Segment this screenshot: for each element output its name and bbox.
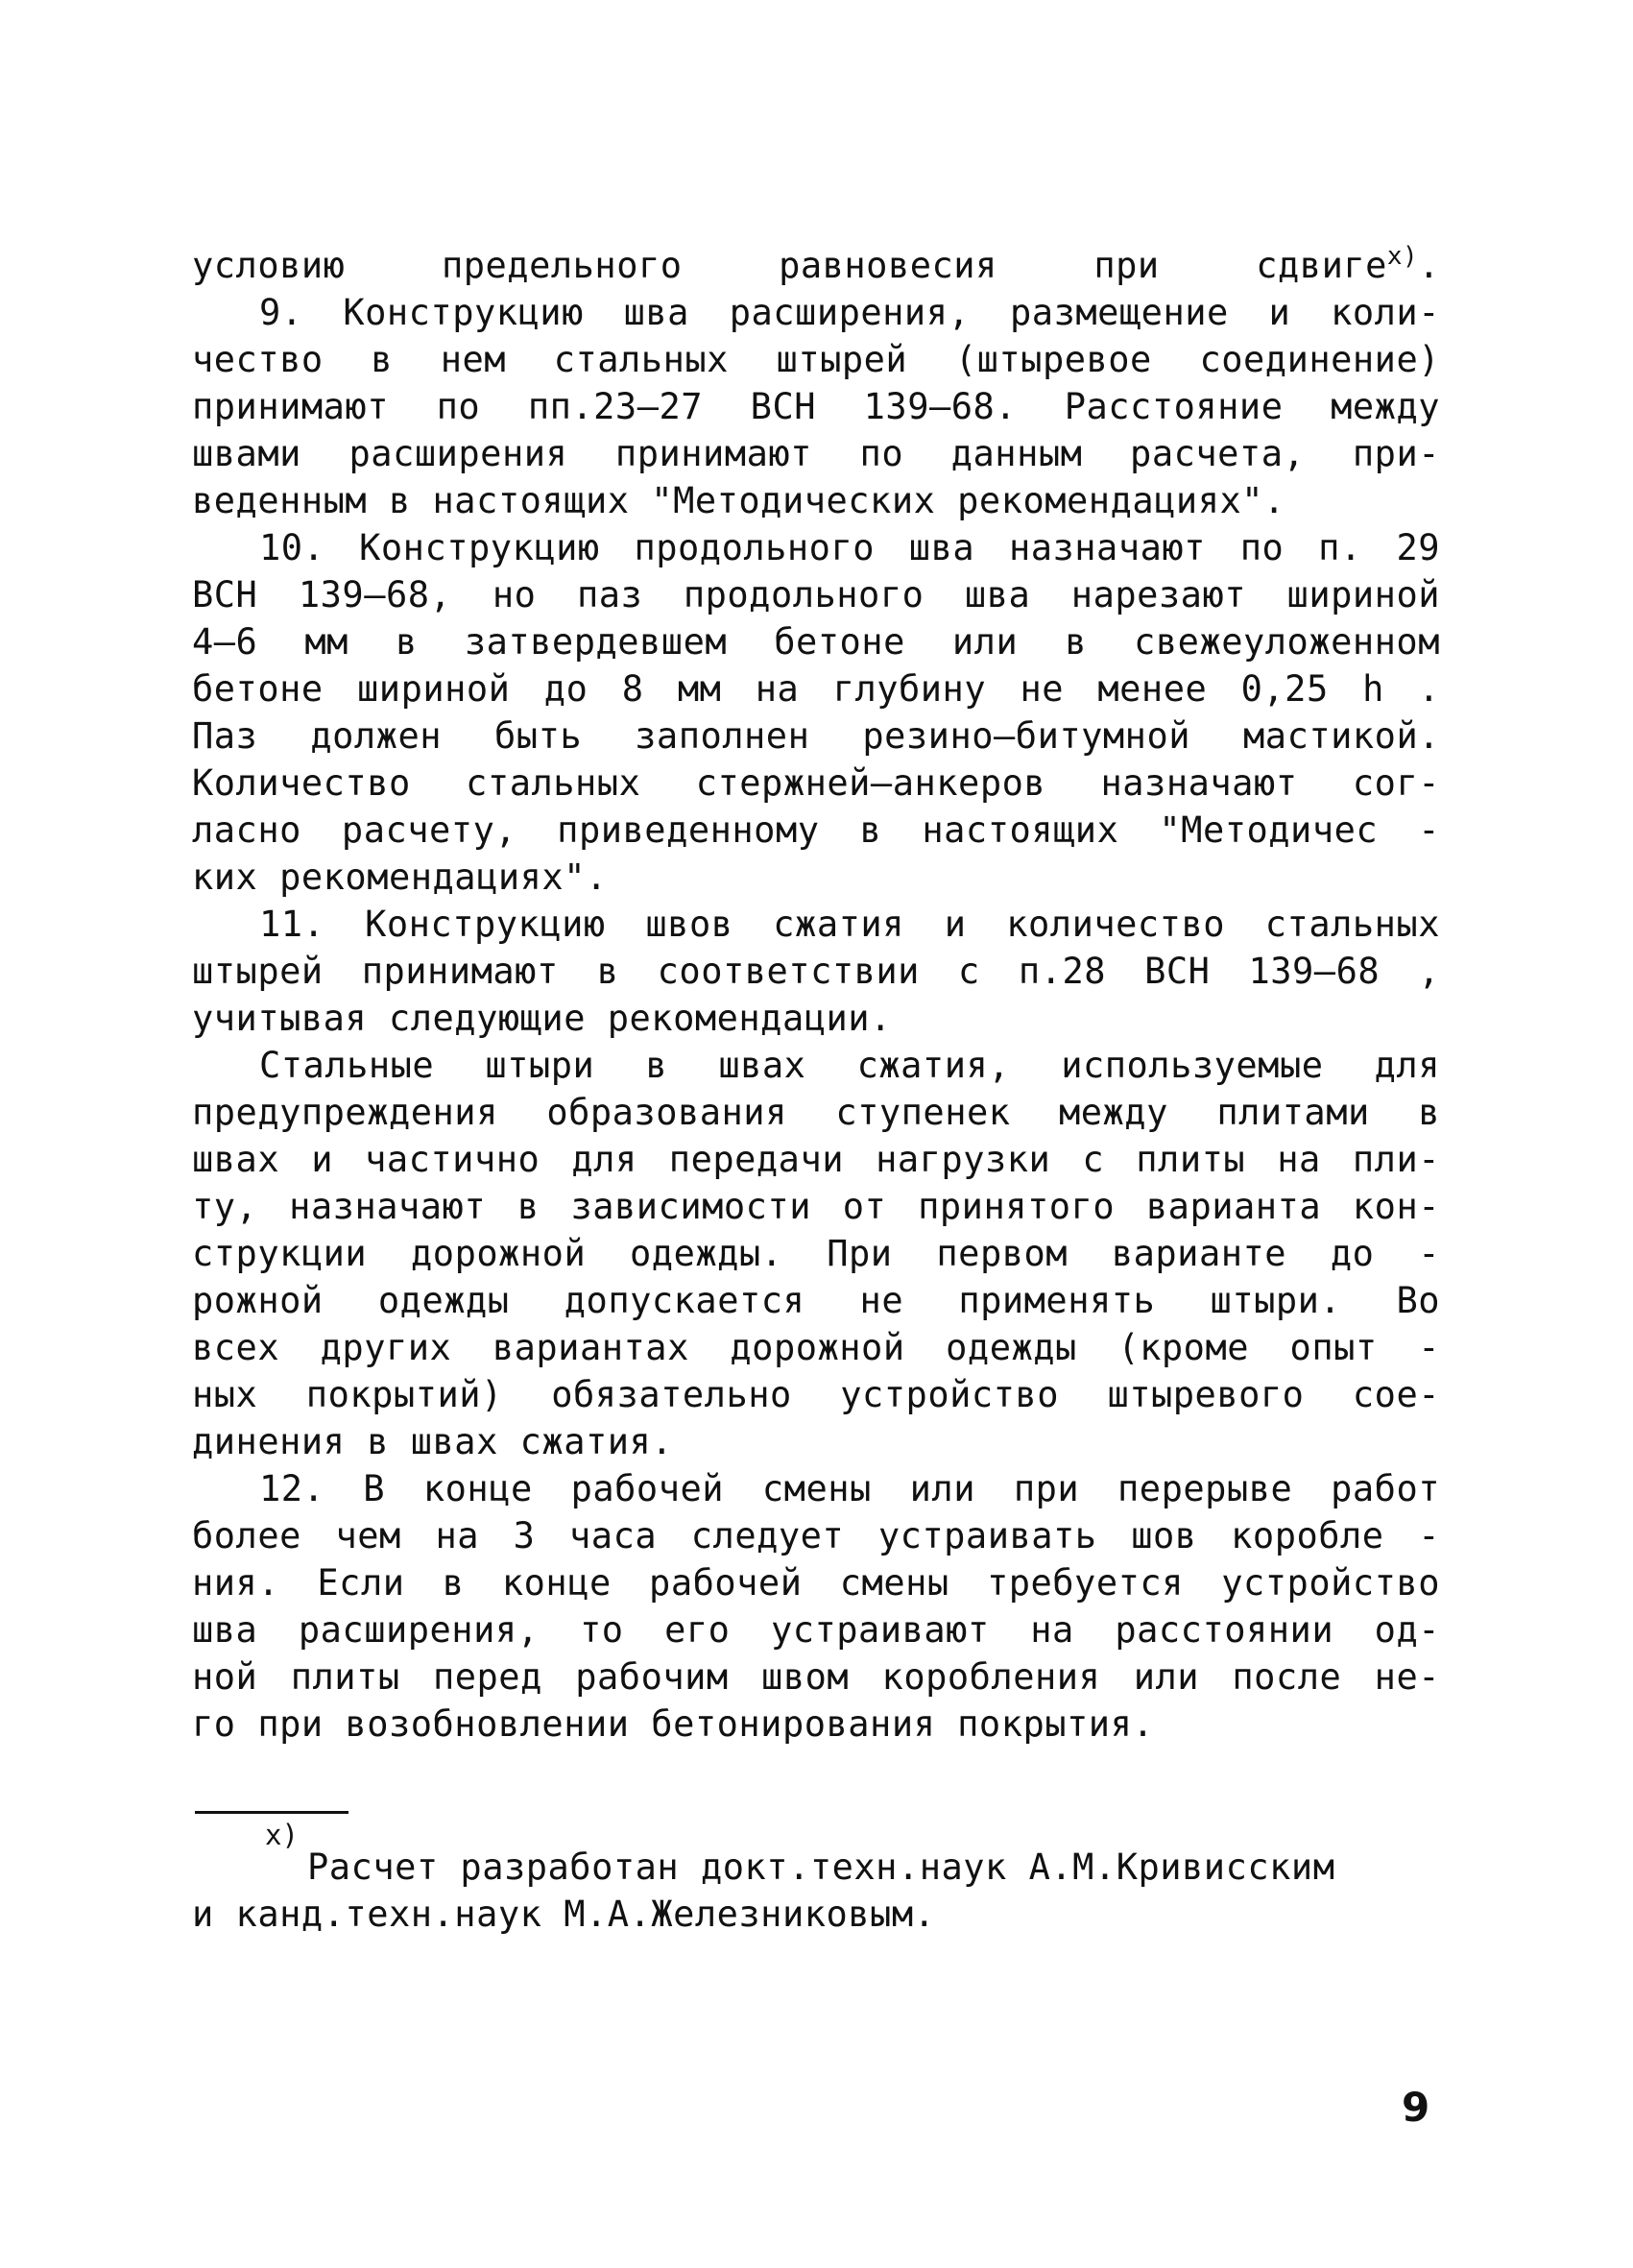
text-line-24: всех других вариантах дорожной одежды (кроме опыт - [192, 1327, 1440, 1368]
text-line-1-content: условию предельного равновесия при сдвиге [192, 245, 1387, 286]
text-line-19: предупреждения образования ступенек между плитами в [192, 1092, 1440, 1133]
text-line-3: чество в нем стальных штырей (штыревое соединение) [192, 339, 1440, 380]
text-line-23: рожной одежды допускается не применять штыри. Во [192, 1280, 1440, 1321]
footnote-mark: x) [265, 1819, 299, 1851]
text-line-2: 9. Конструкцию шва расширения, размещение и коли- [259, 292, 1440, 333]
text-line-20: швах и частично для передачи нагрузки с плиты на пли- [192, 1139, 1440, 1180]
footnote-line-2: и канд.техн.наук М.А.Железниковым. [192, 1894, 936, 1935]
text-line-8: ВСН 139–68, но паз продольного шва нарезают шириной [192, 574, 1440, 615]
text-line-28: более чем на 3 часа следует устраивать шов коробле - [192, 1515, 1440, 1556]
text-line-25: ных покрытий) обязательно устройство штыревого сое- [192, 1374, 1440, 1415]
text-line-21: ту, назначают в зависимости от принятого варианта кон- [192, 1186, 1440, 1227]
text-line-12: Количество стальных стержней–анкеров назначают сог- [192, 762, 1440, 804]
text-line-9: 4–6 мм в затвердевшем бетоне или в свежеуложенном [192, 621, 1440, 663]
footnote-reference: x) [1386, 242, 1419, 271]
text-line-16: штырей принимают в соответствии с п.28 ВСН 139–68 , [192, 951, 1440, 992]
text-line-22: струкции дорожной одежды. При первом варианте до - [192, 1233, 1440, 1274]
page-number: 9 [1402, 2084, 1430, 2131]
text-line-15: 11. Конструкцию швов сжатия и количество стальных [259, 904, 1440, 945]
footnote-line-1: Расчет разработан докт.техн.наук А.М.Кривисским [307, 1846, 1335, 1888]
text-line-30: шва расширения, то его устраивают на расстоянии од- [192, 1609, 1440, 1651]
text-line-4: принимают по пп.23–27 ВСН 139–68. Расстояние между [192, 386, 1440, 427]
text-line-13: ласно расчету, приведенному в настоящих "Методичес - [192, 809, 1440, 851]
footnote-divider [195, 1811, 348, 1814]
text-line-29: ния. Если в конце рабочей смены требуется устройство [192, 1562, 1440, 1604]
footnote-reference-period: . [1418, 245, 1440, 286]
text-line-32: го при возобновлении бетонирования покрытия. [192, 1703, 1155, 1745]
text-line-10: бетоне шириной до 8 мм на глубину не менее 0,25 h . [192, 668, 1440, 710]
text-line-17: учитывая следующие рекомендации. [192, 998, 892, 1039]
text-line-6: веденным в настоящих "Методических рекомендациях". [192, 480, 1285, 521]
text-line-11: Паз должен быть заполнен резино–битумной мастикой. [192, 715, 1440, 757]
text-line-7: 10. Конструкцию продольного шва назначают по п. 29 [259, 527, 1440, 568]
text-line-5: швами расширения принимают по данным расчета, при- [192, 433, 1440, 474]
text-line-18: Стальные штыри в швах сжатия, используемые для [259, 1045, 1440, 1086]
text-line-27: 12. В конце рабочей смены или при перерыве работ [259, 1468, 1440, 1509]
text-line-26: динения в швах сжатия. [192, 1421, 674, 1462]
text-line-14: ких рекомендациях". [192, 857, 608, 898]
text-line-31: ной плиты перед рабочим швом коробления или после не- [192, 1656, 1440, 1698]
text-line-1 [192, 242, 1440, 289]
